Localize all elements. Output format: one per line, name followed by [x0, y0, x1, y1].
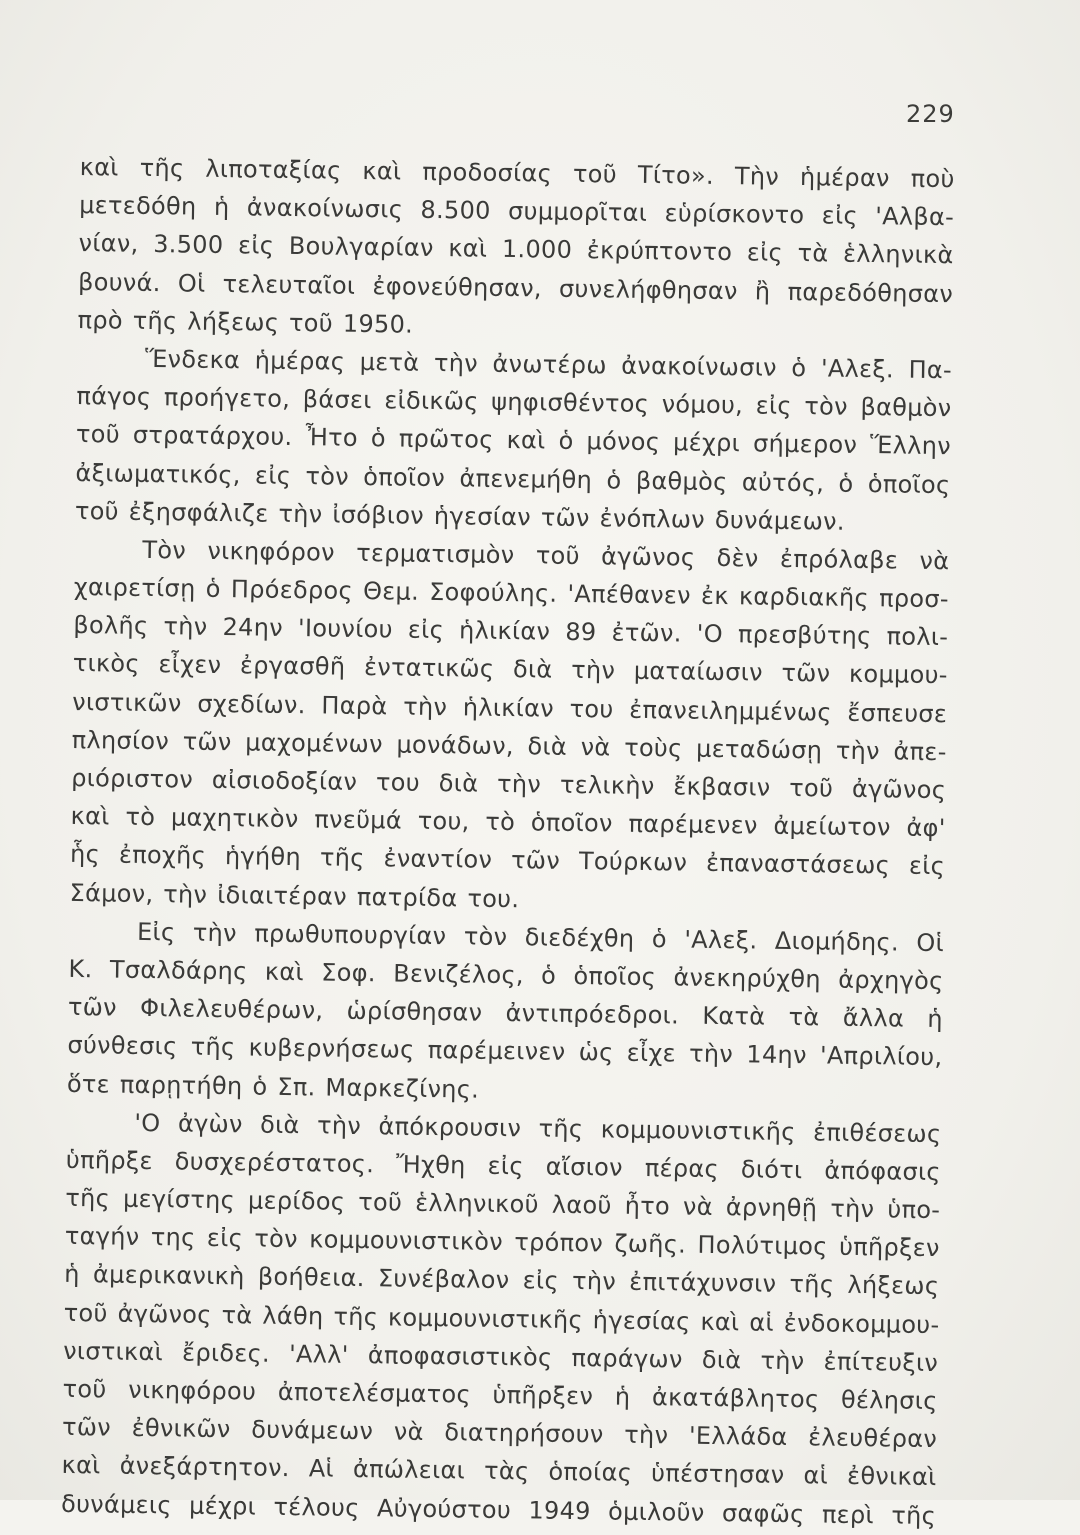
text-line: τικὸς εἶχεν ἐργασθῆ ἐντατικῶς διὰ τὴν ματαίωσιν τῶν κομμου- [72, 649, 948, 690]
text-line: καὶ τῆς λιποταξίας καὶ προδοσίας τοῦ Τίτο». Τὴν ἡμέραν ποὺ [79, 152, 955, 194]
text-line: χαιρετίσῃ ὁ Πρόεδρος Θεμ. Σοφούλης. 'Απέθανεν ἐκ καρδιακῆς προσ- [73, 573, 949, 614]
text-line: τῶν Φιλελευθέρων, ὡρίσθησαν ἀντιπρόεδροι. Κατὰ τὰ ἄλλα ἡ [67, 993, 944, 1034]
text-line: ἧς ἐποχῆς ἡγήθη τῆς ἐναντίον τῶν Τούρκων ἐπαναστάσεως εἰς [69, 840, 946, 881]
body-text [61, 148, 955, 1535]
text-line: βουνά. Οἱ τελευταῖοι ἐφονεύθησαν, συνελήφθησαν ἢ παρεδόθησαν [77, 267, 954, 308]
text-line: πρὸ τῆς λήξεως τοῦ 1950. [77, 305, 414, 339]
text-line: 'Ο ἀγὼν διὰ τὴν ἀπόκρουσιν τῆς κομμουνιστικῆς ἐπιθέσεως [134, 1108, 942, 1148]
text-line: δυνάμεις μέχρι τέλους Αὐγούστου 1949 ὁμιλοῦν σαφῶς περὶ τῆς [60, 1489, 937, 1530]
text-line: Εἰς τὴν πρωθυπουργίαν τὸν διεδέχθη ὁ 'Αλεξ. Διομήδης. Οἱ [136, 917, 945, 957]
text-line: πλησίον τῶν μαχομένων μονάδων, διὰ νὰ τοὺς μεταδώσῃ τὴν ἀπε- [71, 725, 947, 766]
text-line: Τὸν νικηφόρον τερματισμὸν τοῦ ἀγῶνος δὲν ἐπρόλαβε νὰ [142, 535, 950, 576]
text-line: Σάμον, τὴν ἰδιαιτέραν πατρίδα του. [69, 878, 520, 913]
text-line: ἀξιωματικός, εἰς τὸν ὁποῖον ἀπενεμήθη ὁ βαθμὸς αὐτός, ὁ ὁποῖος [75, 458, 951, 499]
text-line: νιστικῶν σχεδίων. Παρὰ τὴν ἡλικίαν του ἐπανειλημμένως ἔσπευσε [72, 687, 948, 728]
text-line: τοῦ ἐξησφάλιζε τὴν ἰσόβιον ἡγεσίαν τῶν ἐνόπλων δυνάμεων. [74, 496, 845, 536]
text-line: τοῦ στρατάρχου. Ἦτο ὁ πρῶτος καὶ ὁ μόνος μέχρι σήμερον Ἕλλην [75, 420, 952, 461]
text-line: ταγήν της εἰς τὸν κομμουνιστικὸν τρόπον ζωῆς. Πολύτιμος ὑπῆρξεν [64, 1222, 940, 1263]
text-line: καὶ τὸ μαχητικὸν πνεῦμά του, τὸ ὁποῖον παρέμενεν ἀμείωτον ἀφ' [70, 802, 946, 843]
text-line: ὅτε παρῃτήθη ὁ Σπ. Μαρκεζίνης. [66, 1069, 480, 1104]
text-line: ὑπῆρξε δυσχερέστατος. Ἤχθη εἰς αἴσιον πέρας διότι ἀπόφασις [65, 1145, 941, 1186]
text-line: νίαν, 3.500 εἰς Βουλγαρίαν καὶ 1.000 ἐκρύπτοντο εἰς τὰ ἑλληνικὰ [78, 229, 954, 270]
text-line: τοῦ ἀγῶνος τὰ λάθη τῆς κομμουνιστικῆς ἡγεσίας καὶ αἱ ἐνδοκομμου- [63, 1298, 940, 1339]
text-line: ριόριστον αἰσιοδοξίαν του διὰ τὴν τελικὴν ἔκβασιν τοῦ ἀγῶνος [71, 763, 947, 805]
text-line: μετεδόθη ἡ ἀνακοίνωσις 8.500 συμμορῖται εὑρίσκοντο εἰς 'Αλβα- [79, 191, 955, 232]
text-line: βολῆς τὴν 24ην 'Ιουνίου εἰς ἡλικίαν 89 ἐτῶν. 'Ο πρεσβύτης πολι- [73, 611, 949, 652]
text-line: τῶν ἐθνικῶν δυνάμεων νὰ διατηρήσουν τὴν 'Ελλάδα ἐλευθέραν [61, 1413, 938, 1454]
text-line: ἡ ἀμερικανικὴ βοήθεια. Συνέβαλον εἰς τὴν ἐπιτάχυνσιν τῆς λήξεως [64, 1260, 940, 1301]
text-line: πάγος προήγετο, βάσει εἰδικῶς ψηφισθέντος νόμου, εἰς τὸν βαθμὸν [76, 382, 952, 423]
text-line: νιστικαὶ ἔριδες. 'Αλλ' ἀποφασιστικὸς παράγων διὰ τὴν ἐπίτευξιν [63, 1336, 939, 1377]
text-line: Κ. Τσαλδάρης καὶ Σοφ. Βενιζέλος, ὁ ὁποῖος ἀνεκηρύχθη ἀρχηγὸς [68, 954, 944, 996]
text-line: καὶ ἀνεξάρτητον. Αἱ ἀπώλειαι τὰς ὁποίας ὑπέστησαν αἱ ἐθνικαὶ [61, 1451, 937, 1492]
page-number: 229 [906, 100, 955, 128]
text-line: τῆς μεγίστης μερίδος τοῦ ἑλληνικοῦ λαοῦ ἦτο νὰ ἀρνηθῇ τὴν ὑπο- [65, 1183, 941, 1225]
text-line: τοῦ νικηφόρου ἀποτελέσματος ὑπῆρξεν ἡ ἀκατάβλητος θέλησις [62, 1374, 938, 1416]
text-line: σύνθεσις τῆς κυβερνήσεως παρέμεινεν ὡς εἶχε τὴν 14ην 'Απριλίου, [67, 1031, 943, 1072]
text-line: Ἕνδεκα ἡμέρας μετὰ τὴν ἀνωτέρω ἀνακοίνωσιν ὁ 'Αλεξ. Πα- [144, 344, 953, 385]
